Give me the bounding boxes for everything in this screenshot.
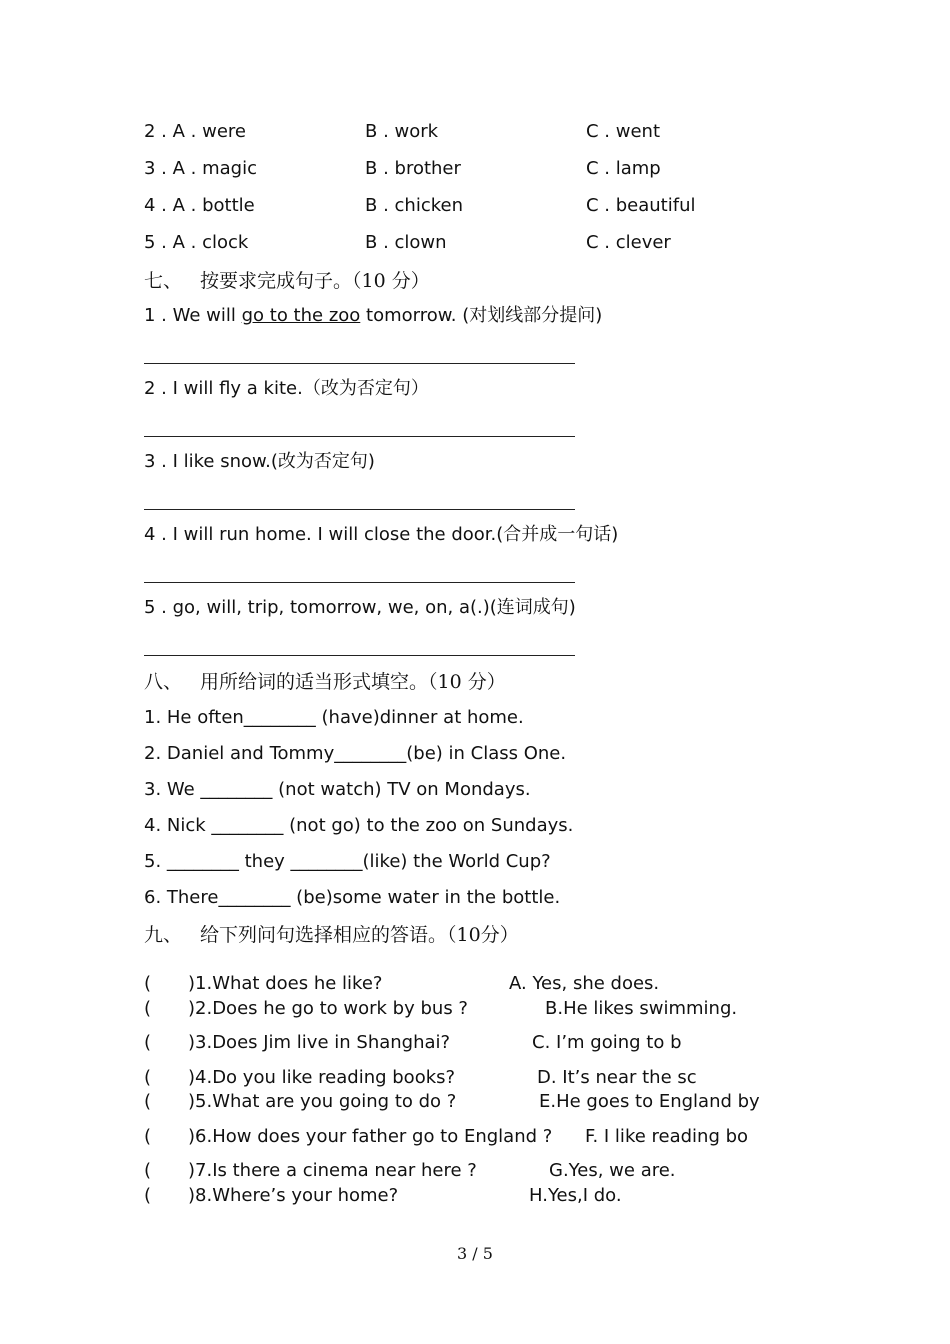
match-answer: C. I’m going to b (532, 1032, 682, 1053)
section-8-number: 八、 (144, 671, 183, 693)
answer-blank[interactable]: ( (144, 1185, 152, 1206)
page-number: 3 / 5 (457, 1244, 493, 1263)
match-question: )7.Is there a cinema near here ? (188, 1160, 477, 1181)
match-question: )3.Does Jim live in Shanghai? (188, 1032, 451, 1053)
match-answer: A. Yes, she does. (509, 973, 660, 994)
match-question: )6.How does your father go to England ? (188, 1126, 553, 1147)
s7-answer-line-5[interactable] (144, 655, 575, 656)
match-answer: D. It’s near the sc (537, 1067, 697, 1088)
phonics-row-3-a: 3 . A . magic (144, 158, 257, 179)
s8-item-2: 2. Daniel and Tommy________(be) in Class One. (144, 743, 567, 764)
section-9-heading (144, 923, 519, 947)
phonics-row-4-b: B . chicken (365, 195, 463, 216)
s8-item-3: 3. We ________ (not watch) TV on Mondays. (144, 779, 531, 800)
s8-item-5: 5. ________ they ________(like) the World Cup? (144, 851, 551, 872)
s7-q1-prefix: 1 . We will (144, 305, 242, 326)
match-answer: H.Yes,I do. (529, 1185, 622, 1206)
match-row-5 (0, 1091, 950, 1113)
match-row-6 (0, 1126, 950, 1148)
phonics-row-2-b: B . work (365, 121, 439, 142)
s7-q1-underlined: go to the zoo (241, 305, 361, 326)
phonics-row-2-a: 2 . A . were (144, 121, 246, 142)
phonics-row-3-c: C . lamp (586, 158, 661, 179)
section-9-number: 九、 (144, 924, 183, 946)
s7-question-1 (144, 305, 602, 327)
match-answer: E.He goes to England by (539, 1091, 760, 1112)
phonics-row-3-b: B . brother (365, 158, 461, 179)
match-answer: B.He likes swimming. (545, 998, 738, 1019)
match-answer: F. I like reading bo (585, 1126, 749, 1147)
answer-blank[interactable]: ( (144, 1067, 152, 1088)
s8-item-1: 1. He often________ (have)dinner at home. (144, 707, 524, 728)
answer-blank[interactable]: ( (144, 973, 152, 994)
match-question: )1.What does he like? (188, 973, 383, 994)
s7-q1-suffix: tomorrow. (对划线部分提问) (360, 305, 603, 326)
match-row-3 (0, 1032, 950, 1054)
answer-blank[interactable]: ( (144, 1032, 152, 1053)
match-row-2 (0, 998, 950, 1020)
match-question: )2.Does he go to work by bus ? (188, 998, 468, 1019)
section-7-number: 七、 (144, 270, 183, 292)
phonics-row-5-a: 5 . A . clock (144, 232, 249, 253)
match-row-8 (0, 1185, 950, 1207)
answer-blank[interactable]: ( (144, 1091, 152, 1112)
s7-question-3: 3 . I like snow.(改为否定句) (144, 451, 375, 472)
match-answer: G.Yes, we are. (549, 1160, 676, 1181)
phonics-row-2-c: C . went (586, 121, 660, 142)
answer-blank[interactable]: ( (144, 998, 152, 1019)
s8-item-6: 6. There________ (be)some water in the bottle. (144, 887, 561, 908)
phonics-row-5-c: C . clever (586, 232, 671, 253)
s7-answer-line-1[interactable] (144, 363, 575, 364)
s7-answer-line-2[interactable] (144, 436, 575, 437)
section-8-title: 用所给词的适当形式填空。（10 分） (200, 671, 506, 693)
answer-blank[interactable]: ( (144, 1160, 152, 1181)
section-7-heading (144, 269, 430, 293)
phonics-row-5-b: B . clown (365, 232, 447, 253)
section-8-heading (144, 670, 506, 694)
s7-question-2: 2 . I will fly a kite.（改为否定句） (144, 378, 429, 399)
match-row-7 (0, 1160, 950, 1182)
phonics-row-4-a: 4 . A . bottle (144, 195, 255, 216)
match-row-4 (0, 1067, 950, 1089)
s7-answer-line-4[interactable] (144, 582, 575, 583)
section-7-title: 按要求完成句子。（10 分） (200, 270, 430, 292)
answer-blank[interactable]: ( (144, 1126, 152, 1147)
match-question: )5.What are you going to do ? (188, 1091, 457, 1112)
phonics-row-4-c: C . beautiful (586, 195, 696, 216)
match-question: )8.Where’s your home? (188, 1185, 399, 1206)
match-question: )4.Do you like reading books? (188, 1067, 456, 1088)
s7-question-5: 5 . go, will, trip, tomorrow, we, on, a(.)(连词成句) (144, 597, 576, 618)
s7-answer-line-3[interactable] (144, 509, 575, 510)
section-9-title: 给下列问句选择相应的答语。（10分） (200, 924, 519, 946)
s7-question-4: 4 . I will run home. I will close the door.(合并成一句话) (144, 524, 619, 545)
match-row-1 (0, 973, 950, 995)
s8-item-4: 4. Nick ________ (not go) to the zoo on Sundays. (144, 815, 574, 836)
